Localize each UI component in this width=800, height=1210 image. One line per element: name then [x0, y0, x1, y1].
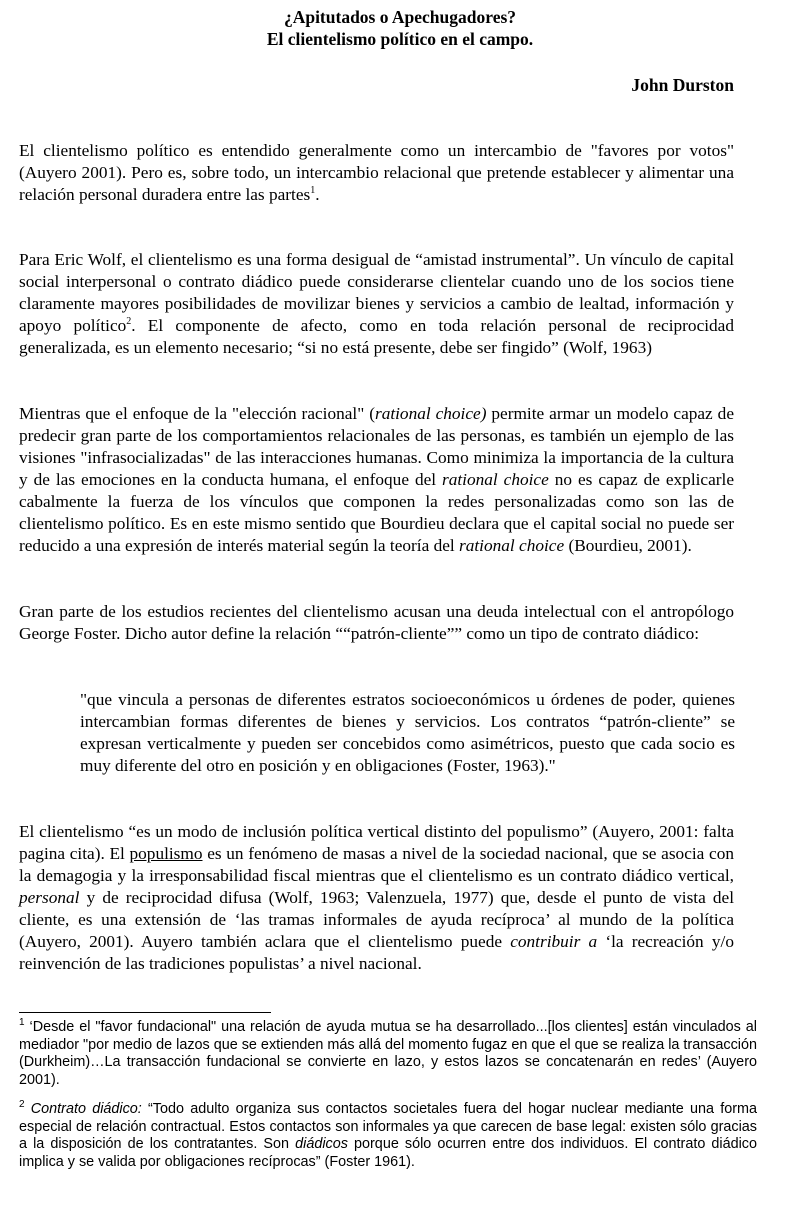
footnote-2: $^2$ Contrato diádico: “Todo adulto organiza sus contactos societales fuera del hogar nuclear mediante una forma especial de relación contractual. Estos contactos son informales ya que carecen de base legal: existen sólo gracias a la disposición de los contratantes. Son diádicos porque sólo ocurren entre dos individuos. El contrato diádico implica y se valida por obligaciones recíprocas” (Foster 1961).: [19, 1099, 757, 1170]
title-line-1: ¿Apitutados o Apechugadores?: [283, 7, 517, 27]
footnote-separator: [19, 1012, 271, 1013]
author-name: John Durston: [631, 75, 734, 95]
paragraph-3: Mientras que el enfoque de la "elección racional" (rational choice) permite armar un modelo capaz de predecir gran parte de los comportamientos relacionales de las personas, es también un ejemplo de las visiones "infrasocializadas" de las interacciones humanas. Como minimiza la importancia de la cultura y de las emociones en la conducta humana, el enfoque del rational choice no es capaz de explicarle cabalmente la fuerza de los vínculos que componen la redes personalizadas como son las de clientelismo político. Es en este mismo sentido que Bourdieu declara que el capital social no puede ser reducido a una expresión de interés material según la teoría del rational choice (Bourdieu, 2001).: [19, 404, 734, 555]
title-line-2: El clientelismo político en el campo.: [266, 29, 534, 49]
block-quote: "que vincula a personas de diferentes estratos socioeconómicos u órdenes de poder, quienes intercambian formas diferentes de bienes y servicios. Los contratos “patrón-cliente” se expresan verticalmente y pueden ser concebidos como asimétricos, puesto que cada socio es muy diferente del otro en posición y en obligaciones (Foster, 1963).": [80, 690, 735, 775]
underlined-term: populismo: [129, 844, 203, 863]
paragraph-2: Para Eric Wolf, el clientelismo es una forma desigual de “amistad instrumental”. Un vínculo de capital social interpersonal o contrato diádico puede considerarse clientelar cuando uno de los socios tiene claramente mayores posibilidades de movilizar bienes y servicios a cambio de lealtad, información y apoyo político$^2$. El componente de afecto, como en toda relación personal de reciprocidad generalizada, es un elemento necesario; “si no está presente, debe ser fingido” (Wolf, 1963): [19, 250, 734, 357]
paragraph-4: Gran parte de los estudios recientes del clientelismo acusan una deuda intelectual con el antropólogo George Foster. Dicho autor define la relación ““patrón-cliente”” como un tipo de contrato diádico:: [19, 602, 734, 643]
paragraph-1: El clientelismo político es entendido generalmente como un intercambio de "favores por votos" (Auyero 2001). Pero es, sobre todo, un intercambio relacional que pretende establecer y alimentar una relación personal duradera entre las partes$^1$.: [19, 141, 734, 204]
paragraph-5: El clientelismo “es un modo de inclusión política vertical distinto del populismo” (Auyero, 2001: falta pagina cita). El populismo es un fenómeno de masas a nivel de la sociedad nacional, que se asocia con la demagogia y la irresponsabilidad fiscal mientras que el clientelismo es un contrato diádico vertical, personal y de reciprocidad difusa (Wolf, 1963; Valenzuela, 1977) que, desde el punto de vista del cliente, es una extensión de ‘las tramas informales de ayuda recíproca’ al mundo de la política (Auyero, 2001). Auyero también aclara que el clientelismo puede contribuir a ‘la recreación y/o reinvención de las tradiciones populistas’ a nivel nacional.: [19, 822, 734, 973]
footnote-ref-1: 1: [310, 185, 316, 197]
footnote-ref-2: 2: [126, 316, 132, 328]
footnote-1: $^1$ ‘Desde el "favor fundacional" una relación de ayuda mutua se ha desarrollado...[los clientes] están vinculados al mediador "por medio de lazos que se extienden más allá del momento fugaz en que el que se realiza la transacción (Durkheim)…La transacción fundacional se convierte en lazo, y estos lazos se concatenarán en redes’ (Auyero 2001).: [19, 1017, 757, 1088]
